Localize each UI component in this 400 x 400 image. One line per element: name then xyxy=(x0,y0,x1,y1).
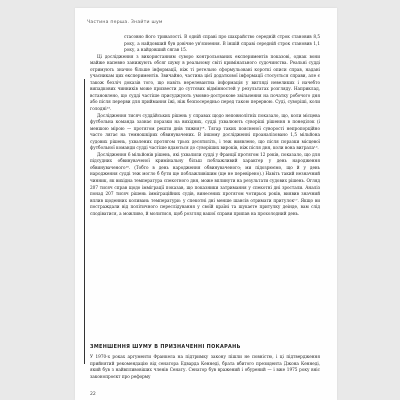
paragraph: стасовно його тривалості. В одній справі про шахрайство середній строк становив 8,5 року, а найдовший був довічне ув'язнення. В іншій справі середній строк становив 1,1 року, а найдовший сягав 15. xyxy=(124,34,320,53)
book-page xyxy=(75,8,337,400)
paragraph: У 1970-х роках аргументи Франкела на підтримку закону пішли не повністю, і ці підтвердження прийнятий рекомендацію від сенатора Едварда Кеннеді, брата вбитого президента Джона Кеннеді, який був з найвпливовіших членів Сенату. Сенатор був вражений і обурений — і вже 1975 року вніс законопроєкт про реформу xyxy=(90,354,320,379)
paragraph: Ці дослідження з використанням суворо контрольованих експериментів показові, однак вони майже напевно занижують обсяг шуму в реальному світі кримінального судочинства. Реальні судді отримують значно більше інформації, ніж ті ретельно сформульовані короткі описи справ, надані учасникам цих експериментів. Звичайно, частина цієї додаткової інформації стосується справи, але є також безліч доказів того, що навіть нерелевантна інформація у вигляді невеликих і начебто випадкових чинників може призвести до суттєвих відмінностей у результатах розгляду. Наприклад, встановлено, що судді частіше присуджують умовно-дострокове звільнення на початку робочого дня або після перерви для приймання їжі, ніж безпосередньо перед такою перервою. Суді, суворіші, коли голодні¹³. xyxy=(90,53,320,112)
margin-rule xyxy=(84,79,85,364)
paragraph: Дослідження 6 мільйонів рішень, які ухвалили судді у Франції протягом 12 років, показало, що для підсудних обвинуваченої кримінальну більш поблажливий характер у день народження обвинуваченого¹⁶. (Тобто в день народження обвинуваченого; ми підозрюємо, що й у день народження судді теж могло б бути ще поблажливішим (ще не перевірено).) Навіть такий незначний чинник, як вихідна температура спекотного дня, може вплинути на результати судових рішень. Огляд 207 тисяч справ щодо імміграції показав, що показники затримання у спекотні дні зростали. Аналіз понад 207 тисяч рішень імміграційних судів, винесених протягом чотирьох років, виявив значний вплив щоденних коливань температури: у спекотні дні менше шансів отримати притулок¹⁷. Якщо ви постраждали від політичного переслідування у своїй країні та шукаєте притулку деінде, вам слід сподіватися, а можливо, й молитися, щоб розгляд вашої справи припав на прохолодний день. xyxy=(90,151,320,216)
running-head: Частина перша. Знайти шум xyxy=(87,20,163,25)
page-number: 22 xyxy=(90,392,96,397)
paragraph: Дослідження тисяч судда́йських рішень у справах щодо неповнолітніх показало, що, коли місцева футбольна команда зазнає поразки на вихідних, судді ухвалюють суворіші рішення в понеділок (і меншою мірою — протягом решти днів тижня)¹⁴. Тягар таких поясненої суворості непропорційно часто лягає на темношкірих обвинувачених. В іншому дослідженні проаналізовано 1,5 мільйона судових рішень, ухвалених протягом трьох десятиліть, і теж виявлено, що після поразки місцевої футбольної команди судді частіше вдаються до суворіших вироків, ніж після дня, коли вона виграла¹⁵. xyxy=(90,112,320,151)
section-text xyxy=(90,354,320,380)
body-text xyxy=(90,34,320,217)
section-heading: ЗМЕНШЕННЯ ШУМУ В ПРИЗНАЧЕННІ ПОКАРАНЬ xyxy=(90,344,241,350)
